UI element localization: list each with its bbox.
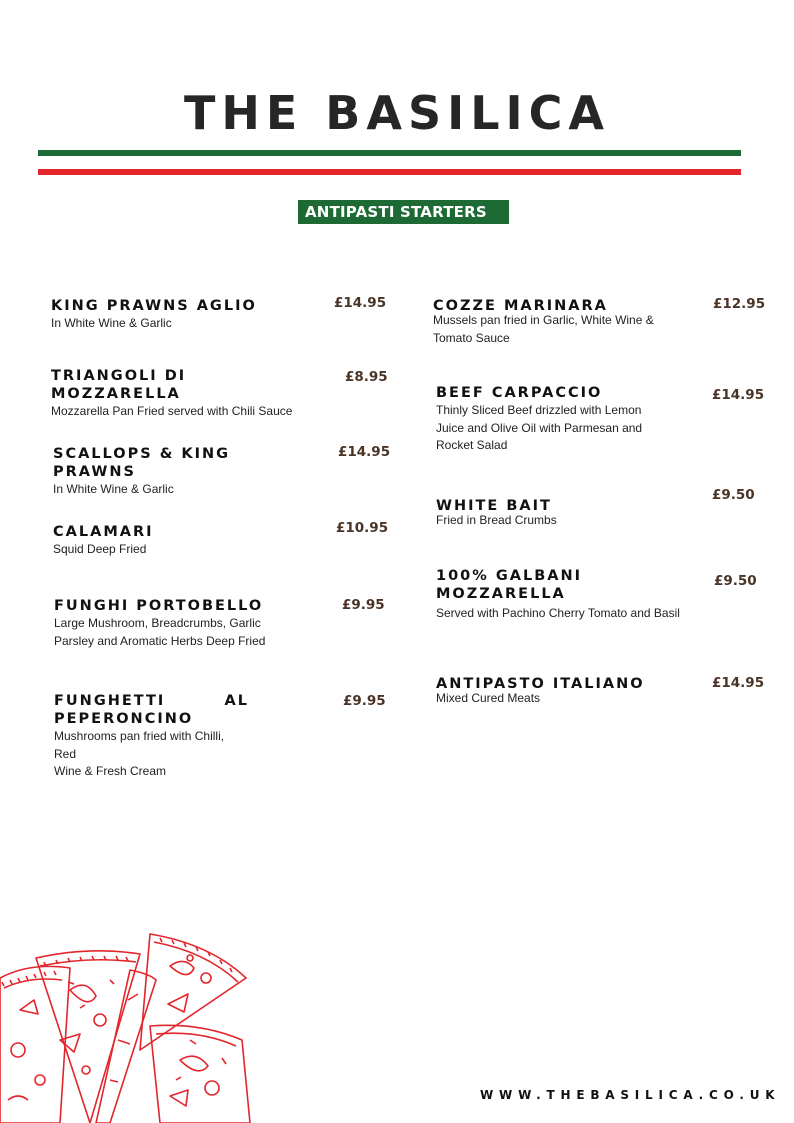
item-name-line1: 100% GALBANI bbox=[436, 568, 583, 584]
red-divider bbox=[38, 169, 741, 175]
item-description-line3: Rocket Salad bbox=[436, 438, 508, 452]
green-divider bbox=[38, 150, 741, 156]
item-description: In White Wine & Garlic bbox=[51, 316, 172, 330]
menu-item-beef-carpaccio bbox=[436, 384, 696, 455]
item-name: CALAMARI bbox=[53, 524, 154, 540]
item-description: Mozzarella Pan Fried served with Chili Sauce bbox=[51, 404, 293, 418]
menu-item-galbani-mozzarella bbox=[436, 567, 706, 623]
item-name-line1: TRIANGOLI DI bbox=[51, 368, 187, 384]
menu-item-triangoli bbox=[51, 367, 321, 421]
item-price: £14.95 bbox=[334, 295, 387, 311]
item-name: WHITE BAIT bbox=[436, 498, 552, 514]
menu-item-king-prawns bbox=[51, 297, 311, 333]
menu-item-antipasto-italiano bbox=[436, 675, 696, 708]
item-price: £10.95 bbox=[336, 520, 389, 536]
item-name-word2: AL bbox=[224, 693, 249, 709]
item-description-line1: Mussels pan fried in Garlic, White Wine & bbox=[433, 313, 654, 327]
item-description: Served with Pachino Cherry Tomato and Basil bbox=[436, 606, 680, 620]
item-description-line1: Mushrooms pan fried with Chilli, Red bbox=[54, 729, 225, 761]
item-price: £9.95 bbox=[343, 693, 386, 709]
item-name-line2: PRAWNS bbox=[53, 464, 136, 480]
menu-item-cozze-marinara bbox=[433, 297, 693, 347]
item-price: £9.50 bbox=[712, 487, 755, 503]
menu-item-white-bait bbox=[436, 497, 696, 530]
item-name-line1: SCALLOPS & KING bbox=[53, 446, 231, 462]
item-description-line2: Wine & Fresh Cream bbox=[54, 764, 167, 778]
menu-item-funghi-portobello bbox=[54, 597, 314, 650]
menu-item-funghetti bbox=[54, 692, 249, 781]
item-description: Fried in Bread Crumbs bbox=[436, 513, 557, 527]
item-description-line1: Thinly Sliced Beef drizzled with Lemon bbox=[436, 403, 642, 417]
item-description: Squid Deep Fried bbox=[53, 542, 147, 556]
item-description-line2: Parsley and Aromatic Herbs Deep Fried bbox=[54, 633, 266, 648]
item-description-line2: Tomato Sauce bbox=[433, 330, 510, 345]
item-name-line2: MOZZARELLA bbox=[436, 586, 566, 602]
item-price: £9.95 bbox=[342, 597, 385, 613]
item-name-line2: MOZZARELLA bbox=[51, 386, 181, 402]
item-description-line1: Large Mushroom, Breadcrumbs, Garlic bbox=[54, 616, 261, 630]
item-description: In White Wine & Garlic bbox=[53, 482, 174, 496]
pizza-slices-illustration-icon bbox=[0, 930, 260, 1123]
item-name: BEEF CARPACCIO bbox=[436, 385, 603, 401]
item-price: £8.95 bbox=[345, 369, 388, 385]
website-url: WWW.THEBASILICA.CO.UK bbox=[480, 1088, 781, 1102]
item-price: £14.95 bbox=[712, 387, 765, 403]
menu-title: THE BASILICA bbox=[183, 86, 610, 140]
item-description-line2: Juice and Olive Oil with Parmesan and bbox=[436, 420, 643, 435]
section-heading: ANTIPASTI STARTERS bbox=[298, 200, 509, 224]
item-price: £12.95 bbox=[713, 296, 766, 312]
item-description: Mixed Cured Meats bbox=[436, 691, 541, 705]
item-name: ANTIPASTO ITALIANO bbox=[436, 676, 645, 692]
item-name-line2: PEPERONCINO bbox=[54, 711, 194, 727]
item-price: £14.95 bbox=[338, 444, 391, 460]
item-name: COZZE MARINARA bbox=[433, 298, 608, 314]
item-name-word1: FUNGHETTI bbox=[54, 693, 166, 709]
item-name: FUNGHI PORTOBELLO bbox=[54, 598, 264, 614]
menu-item-scallops bbox=[53, 445, 313, 499]
item-name: KING PRAWNS AGLIO bbox=[51, 298, 257, 314]
item-price: £9.50 bbox=[714, 573, 757, 589]
menu-item-calamari bbox=[53, 523, 313, 559]
item-price: £14.95 bbox=[712, 675, 765, 691]
